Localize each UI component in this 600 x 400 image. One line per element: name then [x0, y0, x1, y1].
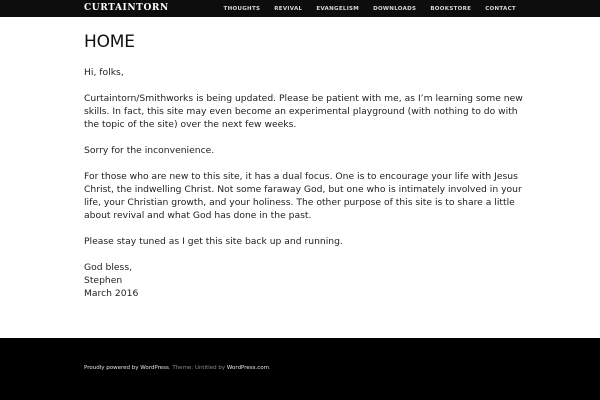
- nav-item-evangelism[interactable]: EVANGELISM: [316, 5, 360, 12]
- page-title: HOME: [84, 32, 135, 52]
- focus-paragraph: For those who are new to this site, it has a dual focus. One is to encourage your life with Jesus Christ, the indwelling Christ. Not some faraway God, but one who is intimately involved in your life, your Christian growth, and your holiness. The other purpose of this site is to share a little about revival and what God has done in the past.: [84, 171, 522, 221]
- nav-item-downloads[interactable]: DOWNLOADS: [373, 5, 417, 12]
- main-menu: [210, 0, 516, 17]
- site-title[interactable]: CURTAINTORN: [84, 3, 169, 13]
- nav-item-contact[interactable]: CONTACT: [485, 5, 516, 12]
- apology-paragraph: Sorry for the inconvenience.: [84, 145, 215, 156]
- nav-item-thoughts[interactable]: THOUGHTS: [223, 5, 261, 12]
- footer-end: .: [269, 365, 271, 371]
- author-name: Stephen: [84, 275, 123, 286]
- theme-author-link[interactable]: WordPress.com: [226, 365, 270, 371]
- update-paragraph: Curtaintorn/Smithworks is being updated. Please be patient with me, as I’m learning some new skills. In fact, this site may even become an experimental playground (with nothing to do with the topic of the site) over the next few weeks.: [84, 93, 523, 130]
- signoff-text: God bless,: [84, 262, 133, 273]
- nav-item-bookstore[interactable]: BOOKSTORE: [430, 5, 472, 12]
- signature-block: [84, 261, 524, 300]
- greeting-text: Hi, folks,: [84, 67, 124, 78]
- top-navigation-bar: [0, 0, 600, 17]
- nav-item-revival[interactable]: REVIVAL: [274, 5, 303, 12]
- site-footer: [0, 338, 600, 400]
- stay-tuned-paragraph: Please stay tuned as I get this site back up and running.: [84, 236, 343, 247]
- page-content: [84, 32, 524, 300]
- footer-separator: . Theme: Untitled by: [168, 365, 227, 371]
- post-date: March 2016: [84, 288, 139, 299]
- wordpress-link[interactable]: Proudly powered by WordPress: [84, 365, 169, 371]
- footer-credits: [84, 364, 271, 372]
- page-body: [84, 66, 524, 300]
